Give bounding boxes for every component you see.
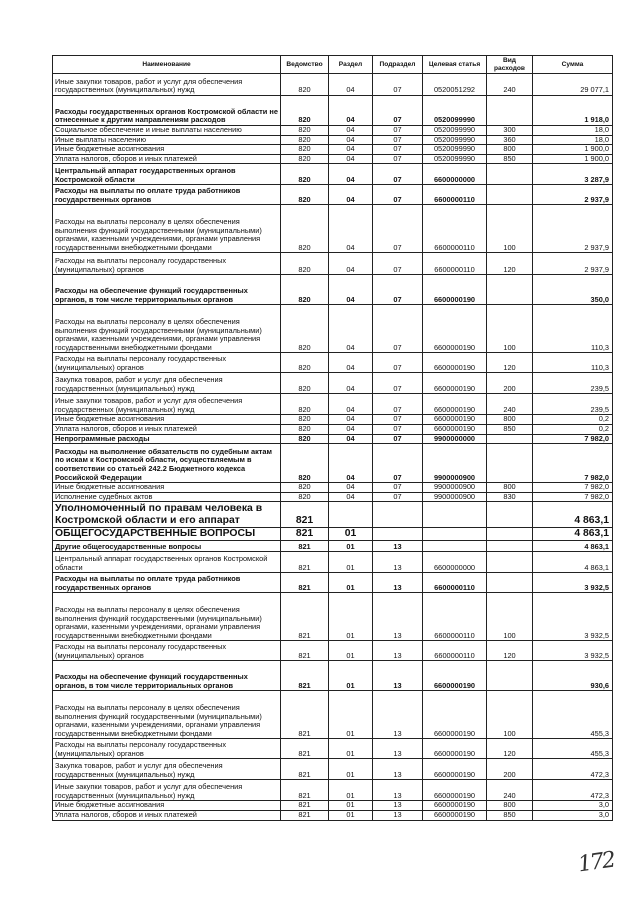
cell-podrazdel: 13	[373, 552, 423, 573]
cell-sum: 2 937,9	[533, 185, 613, 205]
cell-target-article: 6600000190	[423, 275, 487, 305]
cell-expense-type: 120	[487, 641, 533, 661]
cell-target-article: 6600000190	[423, 305, 487, 353]
cell-razdel	[329, 502, 373, 528]
header-vedomstvo: Ведомство	[281, 56, 329, 74]
table-row	[53, 434, 613, 444]
table-row	[53, 424, 613, 434]
cell-name: Расходы на обеспечение функций государственных органов, в том числе территориальных органов	[53, 275, 281, 305]
table-row	[53, 275, 613, 305]
cell-vedomstvo: 821	[281, 661, 329, 691]
cell-target-article: 9900000000	[423, 434, 487, 444]
cell-target-article: 6600000190	[423, 424, 487, 434]
table-row	[53, 145, 613, 155]
cell-expense-type	[487, 275, 533, 305]
cell-expense-type: 800	[487, 801, 533, 811]
cell-podrazdel: 07	[373, 164, 423, 185]
cell-sum: 3 932,5	[533, 593, 613, 641]
cell-expense-type: 360	[487, 135, 533, 145]
page-number-handwritten: 172	[576, 847, 616, 878]
cell-podrazdel	[373, 528, 423, 541]
cell-razdel: 04	[329, 205, 373, 253]
table-row	[53, 164, 613, 185]
cell-razdel: 01	[329, 541, 373, 552]
cell-razdel: 04	[329, 373, 373, 394]
cell-podrazdel: 07	[373, 275, 423, 305]
cell-razdel: 01	[329, 641, 373, 661]
cell-name: Иные выплаты населению	[53, 135, 281, 145]
cell-expense-type: 100	[487, 205, 533, 253]
cell-sum: 239,5	[533, 394, 613, 415]
cell-podrazdel: 07	[373, 353, 423, 373]
cell-razdel: 04	[329, 275, 373, 305]
cell-sum: 455,3	[533, 739, 613, 759]
cell-name: Расходы на обеспечение функций государственных органов, в том числе территориальных органов	[53, 661, 281, 691]
table-row	[53, 353, 613, 373]
cell-sum: 4 863,1	[533, 528, 613, 541]
cell-name: Иные закупки товаров, работ и услуг для обеспечения государственных (муниципальных) нужд	[53, 394, 281, 415]
cell-vedomstvo: 820	[281, 154, 329, 164]
cell-razdel: 04	[329, 353, 373, 373]
cell-target-article: 0520099990	[423, 154, 487, 164]
cell-expense-type: 200	[487, 373, 533, 394]
cell-podrazdel: 07	[373, 415, 423, 425]
cell-expense-type: 240	[487, 780, 533, 801]
cell-name: Уплата налогов, сборов и иных платежей	[53, 810, 281, 820]
cell-expense-type: 100	[487, 691, 533, 739]
cell-expense-type: 240	[487, 394, 533, 415]
cell-vedomstvo: 821	[281, 541, 329, 552]
cell-sum: 1 900,0	[533, 145, 613, 155]
table-row	[53, 96, 613, 126]
cell-name: Уполномоченный по правам человека в Костромской области и его аппарат	[53, 502, 281, 528]
cell-name: Расходы на выплаты по оплате труда работников государственных органов	[53, 185, 281, 205]
table-row	[53, 126, 613, 136]
cell-podrazdel: 07	[373, 394, 423, 415]
cell-razdel: 04	[329, 483, 373, 493]
cell-target-article: 6600000190	[423, 801, 487, 811]
cell-target-article: 6600000110	[423, 593, 487, 641]
cell-podrazdel: 13	[373, 641, 423, 661]
cell-podrazdel: 07	[373, 96, 423, 126]
cell-razdel: 04	[329, 154, 373, 164]
cell-vedomstvo: 820	[281, 275, 329, 305]
cell-razdel: 04	[329, 492, 373, 502]
cell-sum: 4 863,1	[533, 502, 613, 528]
cell-target-article: 0520051292	[423, 74, 487, 96]
cell-target-article	[423, 528, 487, 541]
cell-podrazdel: 07	[373, 135, 423, 145]
table-row	[53, 492, 613, 502]
table-row	[53, 691, 613, 739]
cell-target-article: 6600000190	[423, 759, 487, 780]
table-row	[53, 74, 613, 96]
cell-expense-type: 800	[487, 483, 533, 493]
cell-razdel: 04	[329, 415, 373, 425]
cell-podrazdel: 13	[373, 593, 423, 641]
cell-target-article: 0520099990	[423, 126, 487, 136]
table-row	[53, 373, 613, 394]
cell-target-article: 6600000110	[423, 641, 487, 661]
cell-name: Иные бюджетные ассигнования	[53, 145, 281, 155]
cell-vedomstvo: 820	[281, 185, 329, 205]
cell-sum: 2 937,9	[533, 205, 613, 253]
cell-expense-type: 850	[487, 810, 533, 820]
cell-podrazdel: 07	[373, 434, 423, 444]
cell-razdel: 04	[329, 305, 373, 353]
table-row	[53, 552, 613, 573]
cell-expense-type: 300	[487, 126, 533, 136]
cell-razdel: 01	[329, 759, 373, 780]
cell-target-article: 6600000190	[423, 739, 487, 759]
cell-name: Иные бюджетные ассигнования	[53, 801, 281, 811]
header-razdel: Раздел	[329, 56, 373, 74]
cell-vedomstvo: 821	[281, 593, 329, 641]
cell-expense-type: 850	[487, 424, 533, 434]
cell-expense-type	[487, 434, 533, 444]
cell-razdel: 01	[329, 810, 373, 820]
cell-razdel: 04	[329, 145, 373, 155]
cell-vedomstvo: 820	[281, 492, 329, 502]
cell-razdel: 04	[329, 74, 373, 96]
cell-name: Непрограммные расходы	[53, 434, 281, 444]
cell-sum: 239,5	[533, 373, 613, 394]
table-row	[53, 641, 613, 661]
table-row	[53, 205, 613, 253]
cell-razdel: 04	[329, 164, 373, 185]
cell-target-article: 6600000190	[423, 780, 487, 801]
cell-vedomstvo: 820	[281, 444, 329, 483]
cell-target-article: 6600000190	[423, 661, 487, 691]
table-row	[53, 483, 613, 493]
cell-target-article: 6600000190	[423, 394, 487, 415]
cell-razdel: 04	[329, 126, 373, 136]
cell-razdel: 04	[329, 96, 373, 126]
cell-sum: 4 863,1	[533, 541, 613, 552]
cell-name: Социальное обеспечение и иные выплаты населению	[53, 126, 281, 136]
cell-razdel: 04	[329, 434, 373, 444]
cell-name: Уплата налогов, сборов и иных платежей	[53, 424, 281, 434]
cell-vedomstvo: 820	[281, 135, 329, 145]
cell-razdel: 04	[329, 394, 373, 415]
cell-target-article: 9900000900	[423, 444, 487, 483]
cell-target-article: 9900000900	[423, 483, 487, 493]
cell-expense-type: 850	[487, 154, 533, 164]
cell-podrazdel: 07	[373, 126, 423, 136]
table-row	[53, 573, 613, 593]
cell-vedomstvo: 820	[281, 145, 329, 155]
cell-podrazdel: 07	[373, 74, 423, 96]
cell-target-article: 6600000110	[423, 253, 487, 275]
cell-expense-type: 800	[487, 145, 533, 155]
cell-sum: 4 863,1	[533, 552, 613, 573]
cell-podrazdel: 13	[373, 691, 423, 739]
table-row	[53, 593, 613, 641]
cell-name: Закупка товаров, работ и услуг для обеспечения государственных (муниципальных) нужд	[53, 373, 281, 394]
cell-vedomstvo: 820	[281, 373, 329, 394]
table-body	[53, 74, 613, 821]
cell-vedomstvo: 820	[281, 483, 329, 493]
cell-vedomstvo: 821	[281, 759, 329, 780]
header-sum: Сумма	[533, 56, 613, 74]
cell-podrazdel: 13	[373, 573, 423, 593]
cell-name: Уплата налогов, сборов и иных платежей	[53, 154, 281, 164]
cell-vedomstvo: 820	[281, 96, 329, 126]
cell-vedomstvo: 821	[281, 502, 329, 528]
cell-sum: 110,3	[533, 305, 613, 353]
cell-vedomstvo: 820	[281, 305, 329, 353]
cell-name: Расходы на выплаты персоналу государственных (муниципальных) органов	[53, 353, 281, 373]
cell-podrazdel: 07	[373, 185, 423, 205]
cell-target-article: 0520099990	[423, 96, 487, 126]
cell-razdel: 04	[329, 424, 373, 434]
cell-name: Расходы государственных органов Костромской области не отнесенные к другим направлениям расходов	[53, 96, 281, 126]
cell-vedomstvo: 820	[281, 74, 329, 96]
cell-podrazdel: 13	[373, 801, 423, 811]
header-expense-type: Вид расходов	[487, 56, 533, 74]
cell-razdel: 04	[329, 185, 373, 205]
cell-sum: 3 932,5	[533, 573, 613, 593]
cell-razdel: 04	[329, 444, 373, 483]
cell-name: Расходы на выплаты персоналу в целях обеспечения выполнения функций государственными (муниципальными) органами, казенными учреждениями, органами управления государственными внебюджетными фондами	[53, 205, 281, 253]
cell-expense-type: 100	[487, 593, 533, 641]
table-row	[53, 759, 613, 780]
cell-razdel: 01	[329, 552, 373, 573]
cell-name: Расходы на выполнение обязательств по судебным актам по искам к Костромской области, осуществляемым в соответствии со статьей 242.2 Бюджетного кодекса Российской Федерации	[53, 444, 281, 483]
cell-expense-type: 200	[487, 759, 533, 780]
cell-expense-type	[487, 541, 533, 552]
cell-name: Расходы на выплаты персоналу государственных (муниципальных) органов	[53, 253, 281, 275]
cell-sum: 0,2	[533, 424, 613, 434]
table-row	[53, 739, 613, 759]
cell-podrazdel: 13	[373, 759, 423, 780]
cell-name: Расходы на выплаты персоналу в целях обеспечения выполнения функций государственными (муниципальными) органами, казенными учреждениями, органами управления государственными внебюджетными фондами	[53, 691, 281, 739]
cell-sum: 7 982,0	[533, 444, 613, 483]
cell-name: Закупка товаров, работ и услуг для обеспечения государственных (муниципальных) нужд	[53, 759, 281, 780]
cell-vedomstvo: 820	[281, 415, 329, 425]
cell-target-article: 6600000190	[423, 353, 487, 373]
cell-expense-type: 100	[487, 305, 533, 353]
header-podrazdel: Подраздел	[373, 56, 423, 74]
table-row	[53, 253, 613, 275]
cell-sum: 2 937,9	[533, 253, 613, 275]
cell-razdel: 04	[329, 135, 373, 145]
cell-vedomstvo: 821	[281, 528, 329, 541]
cell-sum: 7 982,0	[533, 434, 613, 444]
cell-podrazdel: 07	[373, 145, 423, 155]
cell-expense-type: 240	[487, 74, 533, 96]
cell-sum: 1 900,0	[533, 154, 613, 164]
cell-sum: 3 287,9	[533, 164, 613, 185]
table-row	[53, 154, 613, 164]
cell-sum: 3,0	[533, 801, 613, 811]
table-row	[53, 810, 613, 820]
cell-sum: 7 982,0	[533, 483, 613, 493]
cell-sum: 472,3	[533, 759, 613, 780]
cell-name: Расходы на выплаты персоналу государственных (муниципальных) органов	[53, 641, 281, 661]
cell-podrazdel: 13	[373, 661, 423, 691]
cell-expense-type: 120	[487, 353, 533, 373]
cell-vedomstvo: 820	[281, 253, 329, 275]
cell-target-article: 6600000110	[423, 185, 487, 205]
cell-target-article: 6600000190	[423, 691, 487, 739]
cell-target-article: 6600000190	[423, 373, 487, 394]
cell-podrazdel: 07	[373, 305, 423, 353]
cell-razdel: 01	[329, 573, 373, 593]
cell-sum: 110,3	[533, 353, 613, 373]
cell-vedomstvo: 820	[281, 434, 329, 444]
cell-expense-type	[487, 502, 533, 528]
cell-target-article: 0520099990	[423, 135, 487, 145]
cell-sum: 3,0	[533, 810, 613, 820]
cell-sum: 930,6	[533, 661, 613, 691]
table-row	[53, 661, 613, 691]
cell-expense-type: 120	[487, 739, 533, 759]
cell-podrazdel: 13	[373, 780, 423, 801]
cell-name: Иные закупки товаров, работ и услуг для обеспечения государственных (муниципальных) нужд	[53, 74, 281, 96]
table-row	[53, 394, 613, 415]
cell-name: ОБЩЕГОСУДАРСТВЕННЫЕ ВОПРОСЫ	[53, 528, 281, 541]
cell-target-article: 0520099990	[423, 145, 487, 155]
cell-name: Центральный аппарат государственных органов Костромской области	[53, 164, 281, 185]
header-target-article: Целевая статья	[423, 56, 487, 74]
cell-podrazdel: 07	[373, 424, 423, 434]
cell-name: Исполнение судебных актов	[53, 492, 281, 502]
cell-vedomstvo: 821	[281, 552, 329, 573]
table-row	[53, 528, 613, 541]
cell-razdel: 01	[329, 593, 373, 641]
cell-name: Иные закупки товаров, работ и услуг для обеспечения государственных (муниципальных) нужд	[53, 780, 281, 801]
cell-podrazdel: 13	[373, 541, 423, 552]
table-header-row	[53, 56, 613, 74]
cell-podrazdel: 07	[373, 483, 423, 493]
table-row	[53, 541, 613, 552]
cell-name: Другие общегосударственные вопросы	[53, 541, 281, 552]
cell-sum: 18,0	[533, 126, 613, 136]
cell-razdel: 01	[329, 528, 373, 541]
cell-vedomstvo: 820	[281, 424, 329, 434]
cell-name: Центральный аппарат государственных органов Костромской области	[53, 552, 281, 573]
table-row	[53, 305, 613, 353]
cell-name: Расходы на выплаты персоналу государственных (муниципальных) органов	[53, 739, 281, 759]
cell-sum: 0,2	[533, 415, 613, 425]
cell-sum: 1 918,0	[533, 96, 613, 126]
cell-vedomstvo: 820	[281, 126, 329, 136]
cell-target-article: 6600000190	[423, 415, 487, 425]
cell-expense-type	[487, 164, 533, 185]
cell-name: Расходы на выплаты персоналу в целях обеспечения выполнения функций государственными (муниципальными) органами, казенными учреждениями, органами управления государственными внебюджетными фондами	[53, 305, 281, 353]
cell-expense-type	[487, 444, 533, 483]
cell-expense-type: 800	[487, 415, 533, 425]
cell-sum: 350,0	[533, 275, 613, 305]
cell-target-article: 6600000000	[423, 164, 487, 185]
cell-vedomstvo: 821	[281, 573, 329, 593]
cell-sum: 29 077,1	[533, 74, 613, 96]
cell-expense-type	[487, 573, 533, 593]
budget-table	[52, 55, 613, 821]
budget-table-sheet	[52, 55, 612, 821]
cell-vedomstvo: 820	[281, 164, 329, 185]
cell-target-article: 6600000110	[423, 573, 487, 593]
header-name: Наименование	[53, 56, 281, 74]
cell-expense-type	[487, 96, 533, 126]
cell-razdel: 01	[329, 691, 373, 739]
cell-expense-type	[487, 528, 533, 541]
cell-expense-type: 830	[487, 492, 533, 502]
cell-podrazdel: 07	[373, 492, 423, 502]
cell-expense-type	[487, 185, 533, 205]
cell-target-article: 6600000190	[423, 810, 487, 820]
cell-target-article	[423, 502, 487, 528]
cell-target-article: 6600000110	[423, 205, 487, 253]
cell-razdel: 01	[329, 780, 373, 801]
cell-sum: 455,3	[533, 691, 613, 739]
cell-podrazdel: 13	[373, 810, 423, 820]
cell-razdel: 01	[329, 739, 373, 759]
cell-name: Иные бюджетные ассигнования	[53, 415, 281, 425]
cell-expense-type	[487, 661, 533, 691]
cell-podrazdel: 07	[373, 373, 423, 394]
cell-podrazdel: 07	[373, 205, 423, 253]
cell-razdel: 01	[329, 661, 373, 691]
cell-podrazdel: 13	[373, 739, 423, 759]
cell-sum: 7 982,0	[533, 492, 613, 502]
table-row	[53, 801, 613, 811]
cell-vedomstvo: 820	[281, 394, 329, 415]
cell-vedomstvo: 821	[281, 641, 329, 661]
table-row	[53, 444, 613, 483]
cell-vedomstvo: 820	[281, 353, 329, 373]
cell-expense-type: 120	[487, 253, 533, 275]
cell-vedomstvo: 821	[281, 810, 329, 820]
cell-razdel: 04	[329, 253, 373, 275]
cell-podrazdel: 07	[373, 154, 423, 164]
cell-razdel: 01	[329, 801, 373, 811]
cell-name: Иные бюджетные ассигнования	[53, 483, 281, 493]
cell-name: Расходы на выплаты по оплате труда работников государственных органов	[53, 573, 281, 593]
cell-sum: 18,0	[533, 135, 613, 145]
cell-target-article: 6600000000	[423, 552, 487, 573]
table-row	[53, 185, 613, 205]
cell-vedomstvo: 821	[281, 739, 329, 759]
cell-vedomstvo: 821	[281, 801, 329, 811]
cell-target-article	[423, 541, 487, 552]
cell-vedomstvo: 821	[281, 691, 329, 739]
table-row	[53, 780, 613, 801]
cell-sum: 472,3	[533, 780, 613, 801]
cell-sum: 3 932,5	[533, 641, 613, 661]
cell-expense-type	[487, 552, 533, 573]
cell-vedomstvo: 821	[281, 780, 329, 801]
cell-vedomstvo: 820	[281, 205, 329, 253]
cell-name: Расходы на выплаты персоналу в целях обеспечения выполнения функций государственными (муниципальными) органами, казенными учреждениями, органами управления государственными внебюджетными фондами	[53, 593, 281, 641]
cell-podrazdel: 07	[373, 444, 423, 483]
cell-podrazdel	[373, 502, 423, 528]
cell-podrazdel: 07	[373, 253, 423, 275]
cell-target-article: 9900000900	[423, 492, 487, 502]
table-row	[53, 502, 613, 528]
